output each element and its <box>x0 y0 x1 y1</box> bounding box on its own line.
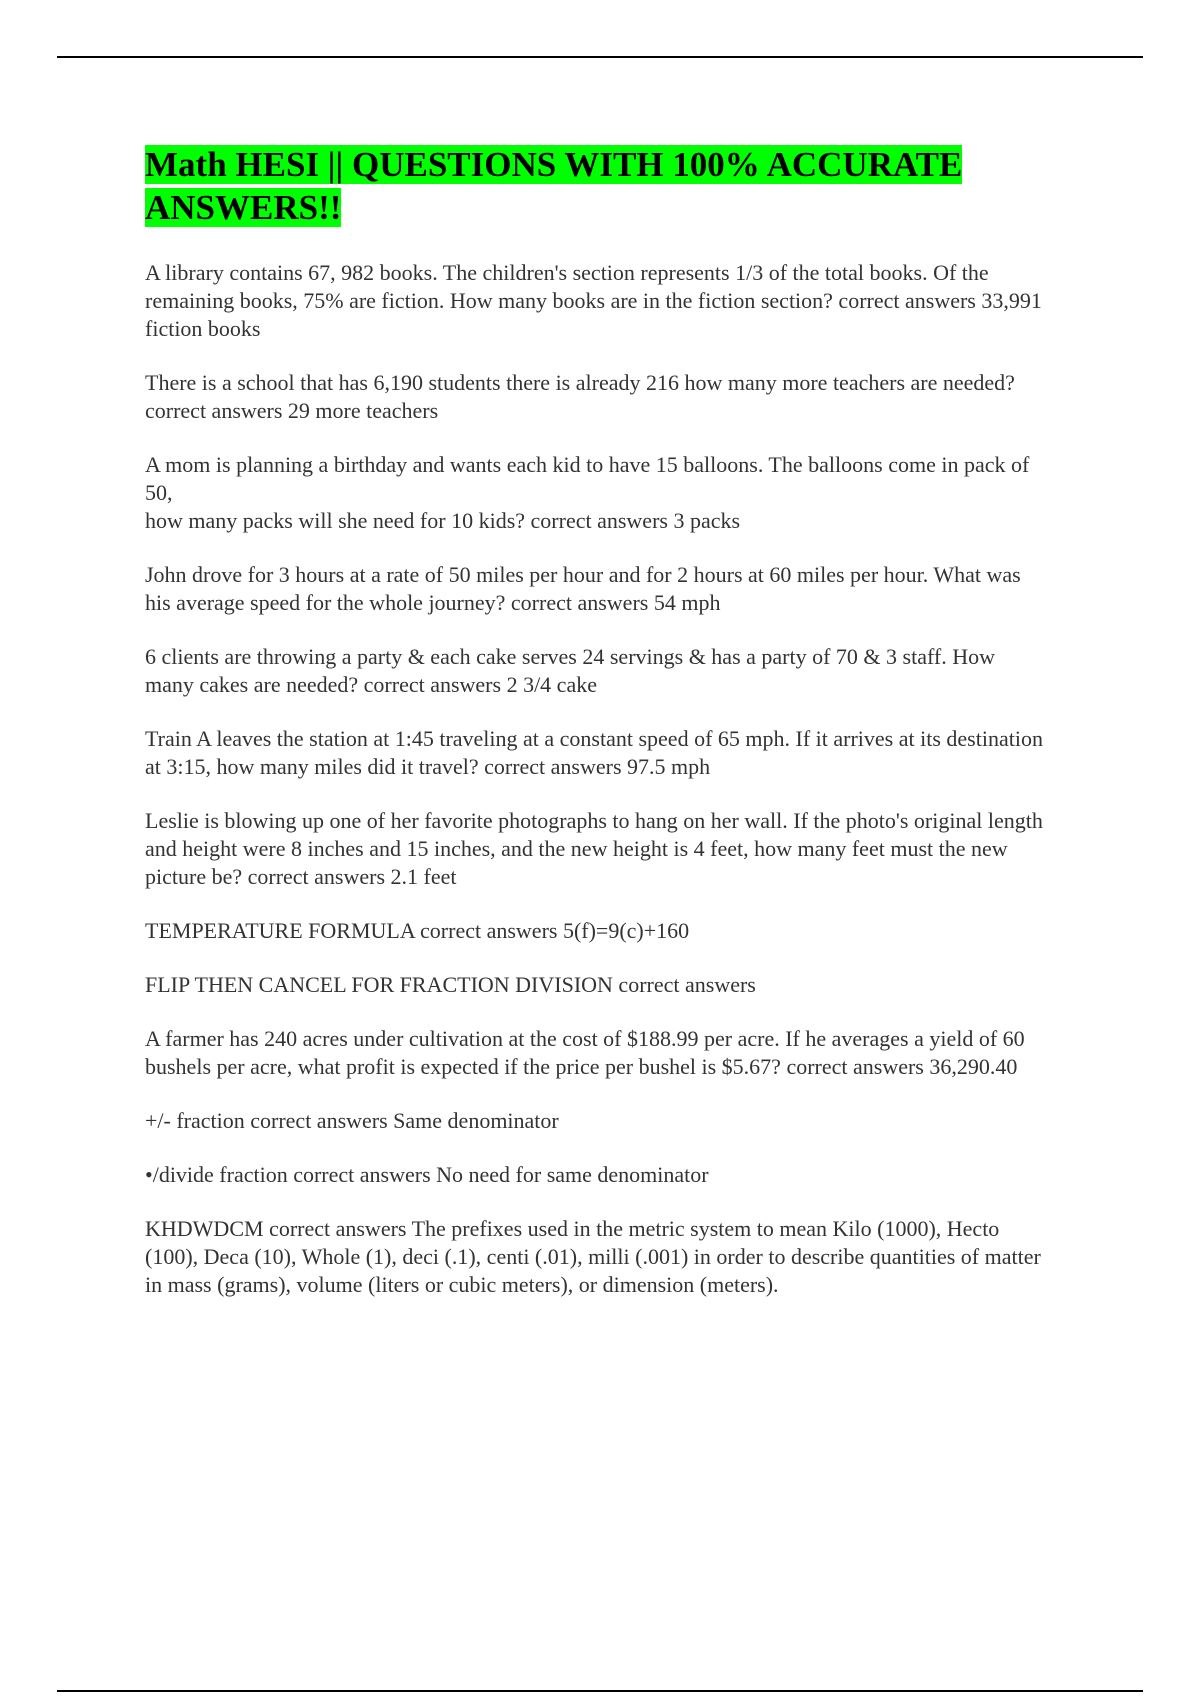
document-body <box>145 143 1045 1325</box>
qa-item <box>145 1107 1045 1135</box>
qa-text: John drove for 3 hours at a rate of 50 miles per hour and for 2 hours at 60 miles per hour. What was his average speed for the whole journey? correct answers 54 mph <box>145 562 1021 615</box>
qa-text: A library contains 67, 982 books. The children's section represents 1/3 of the total books. Of the remaining books, 75% are fiction. How many books are in the fiction section? correct answers 33,991 fiction books <box>145 260 1042 341</box>
qa-text: Leslie is blowing up one of her favorite photographs to hang on her wall. If the photo's original length and height were 8 inches and 15 inches, and the new height is 4 feet, how many feet must the new picture be? correct answers 2.1 feet <box>145 808 1043 889</box>
top-rule <box>57 56 1143 58</box>
qa-text: There is a school that has 6,190 students there is already 216 how many more teachers are needed? correct answers 29 more teachers <box>145 370 1015 423</box>
qa-text: •/divide fraction correct answers No need for same denominator <box>145 1162 709 1187</box>
bottom-rule <box>57 1690 1143 1692</box>
qa-item <box>145 1161 1045 1189</box>
qa-item <box>145 643 1045 699</box>
qa-text: A mom is planning a birthday and wants each kid to have 15 balloons. The balloons come in pack of 50, <box>145 452 1030 505</box>
document-title <box>145 143 1045 229</box>
qa-item <box>145 917 1045 945</box>
qa-item <box>145 561 1045 617</box>
qa-item <box>145 971 1045 999</box>
qa-item <box>145 807 1045 891</box>
qa-text: KHDWDCM correct answers The prefixes used in the metric system to mean Kilo (1000), Hecto (100), Deca (10), Whole (1), deci (.1), centi (.01), milli (.001) in order to describe quantities of matter in mass (grams), volume (liters or cubic meters), or dimension (meters). <box>145 1216 1041 1297</box>
qa-text: Train A leaves the station at 1:45 traveling at a constant speed of 65 mph. If it arrives at its destination at 3:15, how many miles did it travel? correct answers 97.5 mph <box>145 726 1043 779</box>
qa-text: FLIP THEN CANCEL FOR FRACTION DIVISION correct answers <box>145 972 756 997</box>
qa-text: A farmer has 240 acres under cultivation at the cost of $188.99 per acre. If he averages a yield of 60 bushels per acre, what profit is expected if the price per bushel is $5.67? correct answers 36,290.40 <box>145 1026 1025 1079</box>
document-title-text: Math HESI || QUESTIONS WITH 100% ACCURATE ANSWERS!! <box>145 145 963 227</box>
qa-item <box>145 1025 1045 1081</box>
qa-item <box>145 451 1045 535</box>
qa-item <box>145 725 1045 781</box>
qa-item <box>145 369 1045 425</box>
qa-text: 6 clients are throwing a party & each cake serves 24 servings & has a party of 70 & 3 staff. How many cakes are needed? correct answers 2 3/4 cake <box>145 644 996 697</box>
qa-item <box>145 259 1045 343</box>
qa-text: TEMPERATURE FORMULA correct answers 5(f)=9(c)+160 <box>145 918 690 943</box>
qa-text: how many packs will she need for 10 kids? correct answers 3 packs <box>145 508 741 533</box>
qa-text: +/- fraction correct answers Same denominator <box>145 1108 559 1133</box>
qa-item <box>145 1215 1045 1299</box>
